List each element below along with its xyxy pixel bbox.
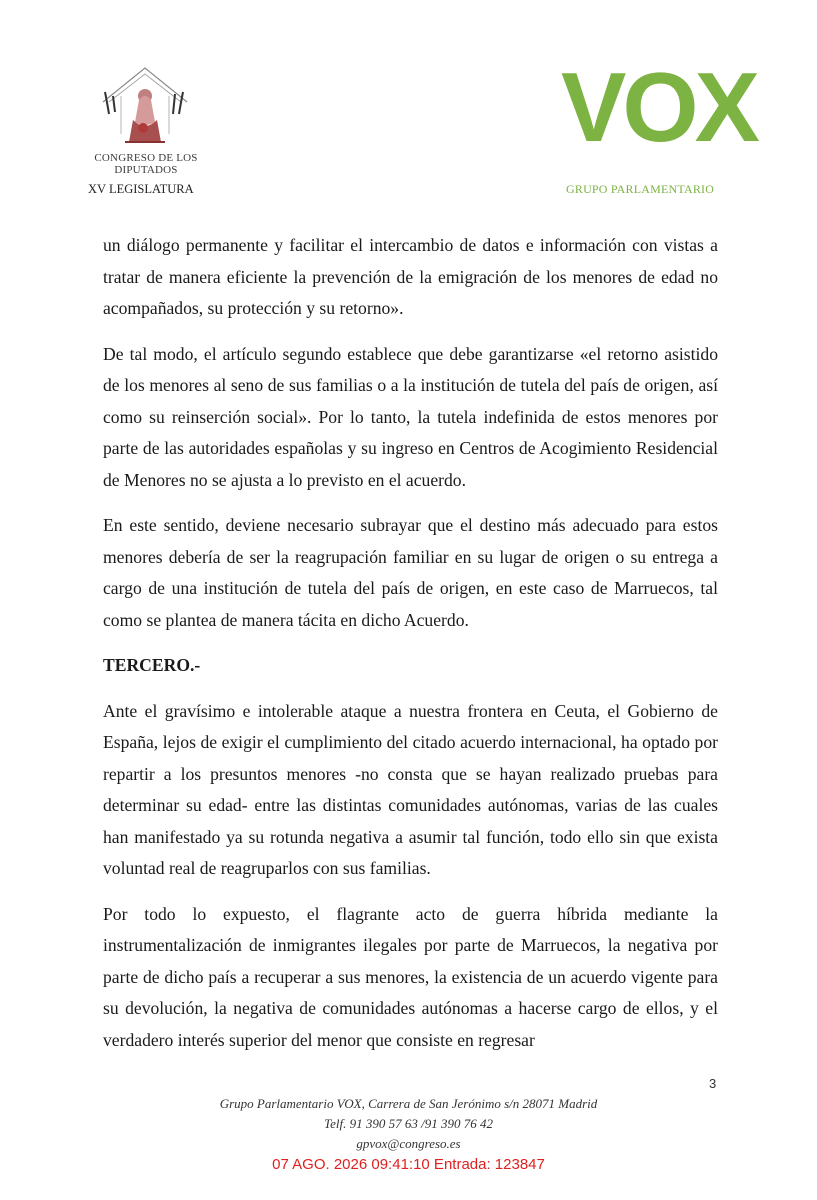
document-body bbox=[103, 230, 718, 1070]
footer-phone: Telf. 91 390 57 63 /91 390 76 42 bbox=[324, 1116, 493, 1131]
paragraph: En este sentido, deviene necesario subrayar que el destino más adecuado para estos menores debería de ser la reagrupación familiar en su lugar de origen o su entrega a cargo de una institución de tutela del país de origen, en este caso de Marruecos, tal como se plantea de manera tácita en dicho Acuerdo. bbox=[103, 515, 718, 630]
registry-stamp: 07 AGO. 2026 09:41:10 Entrada: 123847 bbox=[272, 1156, 545, 1173]
page-number: 3 bbox=[709, 1076, 717, 1091]
paragraph: De tal modo, el artículo segundo establece que debe garantizarse «el retorno asistido de los menores al seno de sus familias o a la institución de tutela del país de origen, así como su reinserción social». Por lo tanto, la tutela indefinida de estos menores por parte de las autoridades españolas y su ingreso en Centros de Acogimiento Residencial de Menores no se ajusta a lo previsto en el acuerdo. bbox=[103, 343, 718, 490]
paragraph: Por todo lo expuesto, el flagrante acto de guerra híbrida mediante la instrumentalización de inmigrantes ilegales por parte de Marruecos, la negativa por parte de dicho país a recuperar a sus menores, la existencia de un acuerdo vigente para su devolución, la negativa de comunidades autónomas a hacerse cargo de ellos, y el verdadero interés superior del menor que consiste en regresar bbox=[103, 903, 718, 1050]
paragraph: un diálogo permanente y facilitar el intercambio de datos e información con vistas a tratar de manera eficiente la prevención de la emigración de los menores de edad no acompañados, su protección y su retorno». bbox=[103, 235, 718, 318]
congreso-emblem-icon bbox=[95, 62, 195, 152]
vox-logo: VOX bbox=[561, 52, 756, 162]
paragraph: Ante el gravísimo e intolerable ataque a nuestra frontera en Ceuta, el Gobierno de España, lejos de exigir el cumplimiento del citado acuerdo internacional, ha optado por repartir a los presuntos menores -no consta que se hayan realizado pruebas para determinar su edad- entre las distintas comunidades autónomas, varias de las cuales han manifestado ya su rotunda negativa a asumir tal función, todo ello sin que exista voluntad real de reagruparlos con sus familias. bbox=[103, 700, 718, 878]
footer-email: gpvox@congreso.es bbox=[356, 1136, 461, 1151]
grupo-parlamentario-label: GRUPO PARLAMENTARIO bbox=[566, 182, 715, 196]
footer-address: Grupo Parlamentario VOX, Carrera de San Jerónimo s/n 28071 Madrid bbox=[219, 1096, 598, 1111]
footer bbox=[0, 1094, 817, 1154]
legislatura-label: XV LEGISLATURA bbox=[88, 182, 194, 196]
congreso-name: CONGRESO DE LOS DIPUTADOS bbox=[94, 152, 198, 176]
section-heading: TERCERO.- bbox=[103, 655, 201, 675]
